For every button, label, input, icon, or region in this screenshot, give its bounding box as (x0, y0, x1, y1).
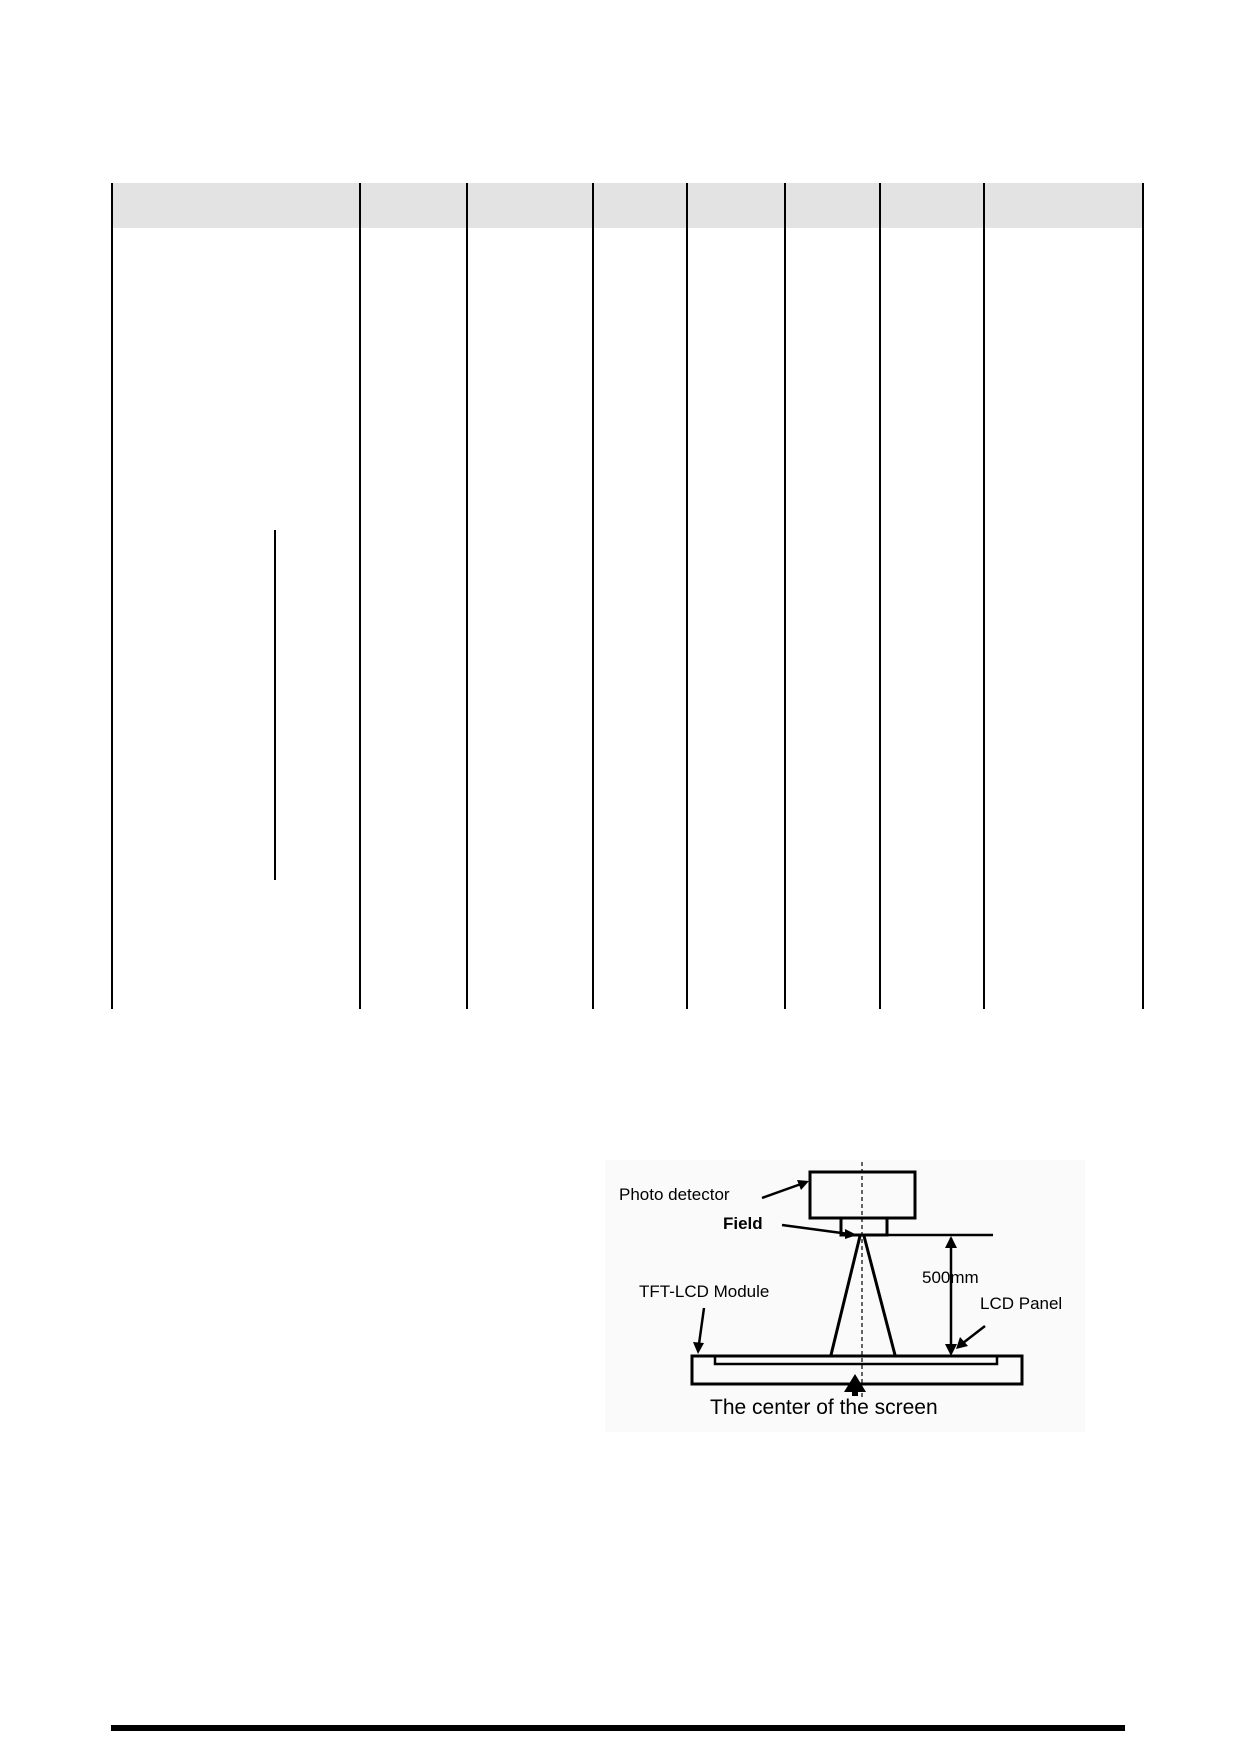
panel-pointer (963, 1326, 985, 1343)
measurement-setup-figure (605, 1160, 1085, 1432)
photo-detector-label: Photo detector (619, 1185, 730, 1204)
column-divider (784, 183, 786, 1009)
distance-arrow-top-head (945, 1236, 957, 1248)
distance-arrow-bottom-head (945, 1344, 957, 1356)
column-divider (686, 183, 688, 1009)
field-label: Field (723, 1214, 763, 1233)
cone-left (831, 1236, 860, 1355)
table-border-right (1142, 183, 1144, 1009)
column-divider (466, 183, 468, 1009)
panel-pointer-head (956, 1337, 968, 1349)
field-pointer (782, 1225, 849, 1234)
column-divider (592, 183, 594, 1009)
table-border-left (111, 183, 113, 1009)
footer-rule (111, 1725, 1125, 1731)
lcd-panel-label: LCD Panel (980, 1294, 1063, 1313)
module-pointer (699, 1308, 704, 1344)
column-divider (359, 183, 361, 1009)
column-divider (879, 183, 881, 1009)
figure-caption: The center of the screen (710, 1396, 938, 1419)
sub-column-divider (274, 530, 276, 880)
tft-lcd-module-label: TFT-LCD Module (639, 1282, 770, 1301)
table-header-row (113, 183, 1144, 228)
photo-detector-pointer (762, 1184, 801, 1198)
lcd-panel-outline (715, 1356, 997, 1364)
distance-label: 500mm (922, 1268, 979, 1287)
column-divider (983, 183, 985, 1009)
cone-right (864, 1236, 895, 1355)
module-pointer-head (693, 1342, 704, 1354)
